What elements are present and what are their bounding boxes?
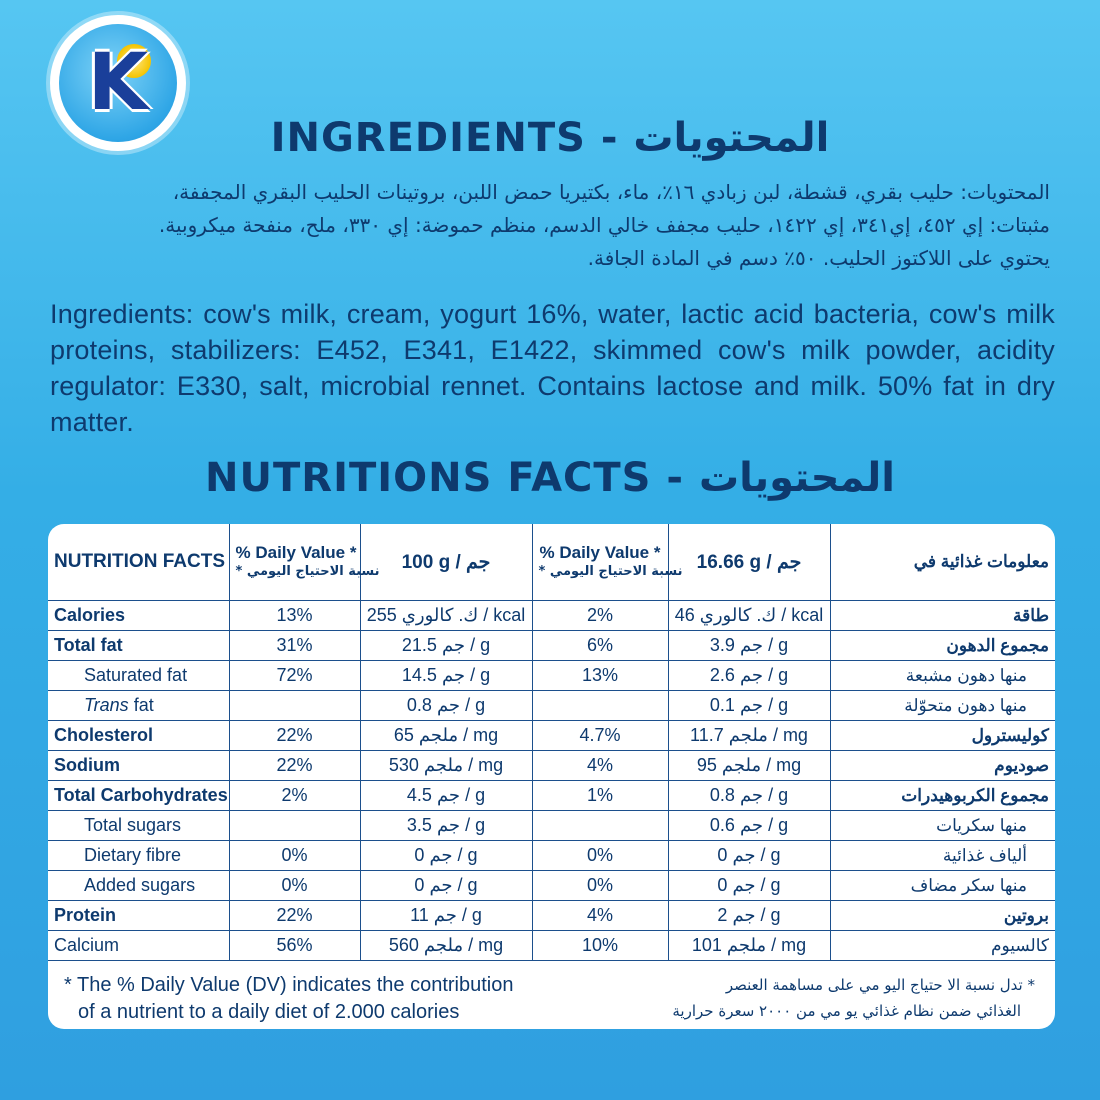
footnote-english — [64, 972, 513, 1026]
footnote-en-line: * The % Daily Value (DV) indicates the contribution — [64, 974, 514, 996]
nutrient-name-ar: كالسيوم — [830, 931, 1055, 961]
ingredients-arabic — [50, 176, 1050, 275]
daily-value-portion: 13% — [532, 661, 668, 691]
nutrient-name-en — [48, 691, 229, 721]
value-per-portion: 0.1 جم / g — [668, 691, 830, 721]
value-per-100g: 560 ملجم / mg — [360, 931, 532, 961]
value-per-100g: 0 جم / g — [360, 841, 532, 871]
daily-value-portion: 10% — [532, 931, 668, 961]
nutrient-name-en-rest: fat — [133, 695, 154, 715]
value-per-100g: 21.5 جم / g — [360, 631, 532, 661]
nutrient-name-ar: صوديوم — [830, 751, 1055, 781]
value-per-100g: 14.5 جم / g — [360, 661, 532, 691]
nutrient-name-en: Sodium — [48, 751, 229, 781]
nutrient-name-ar: كوليسترول — [830, 721, 1055, 751]
header-daily-value-100 — [229, 524, 380, 601]
nutrient-name-en: Calcium — [48, 931, 229, 961]
nutrition-rows — [48, 601, 1055, 961]
daily-value-100: 0% — [229, 841, 360, 871]
daily-value-portion: 0% — [532, 871, 668, 901]
footnote-en-line: of a nutrient to a daily diet of 2.000 calories — [78, 1001, 460, 1023]
header-per-100g: 100 g / جم — [360, 524, 532, 601]
daily-value-portion: 4% — [532, 901, 668, 931]
value-per-100g: 4.5 جم / g — [360, 781, 532, 811]
nutrient-name-en: Total Carbohydrates — [48, 781, 229, 811]
header-info-ar: معلومات غذائية في — [830, 524, 1055, 601]
daily-value-portion — [532, 691, 668, 721]
nutrient-name-en: Total fat — [48, 631, 229, 661]
value-per-100g: 0.8 جم / g — [360, 691, 532, 721]
daily-value-100: 22% — [229, 751, 360, 781]
table-row — [48, 721, 1055, 751]
nutrient-name-en: Total sugars — [48, 811, 229, 841]
value-per-portion: 95 ملجم / mg — [668, 751, 830, 781]
value-per-portion: 46 ك. كالوري / kcal — [668, 601, 830, 631]
daily-value-100 — [229, 811, 360, 841]
daily-value-portion: 6% — [532, 631, 668, 661]
nutrient-name-en-italic: Trans — [84, 695, 129, 715]
table-row — [48, 901, 1055, 931]
daily-value-100: 22% — [229, 721, 360, 751]
nutrient-name-en: Protein — [48, 901, 229, 931]
nutrient-name-en: Calories — [48, 601, 229, 631]
value-per-portion: 11.7 ملجم / mg — [668, 721, 830, 751]
table-row — [48, 811, 1055, 841]
table-row — [48, 661, 1055, 691]
value-per-100g: 11 جم / g — [360, 901, 532, 931]
value-per-portion: 2.6 جم / g — [668, 661, 830, 691]
nutrition-title: NUTRITIONS FACTS - المحتويات — [205, 455, 895, 501]
footnote-ar-line: الغذائي ضمن نظام غذائي يو مي من ٢٠٠٠ سعرة حرارية — [672, 1002, 1021, 1020]
daily-value-portion — [532, 811, 668, 841]
nutrient-name-ar: بروتين — [830, 901, 1055, 931]
table-header-row — [48, 524, 1055, 601]
header-per-portion: 16.66 g / جم — [668, 524, 830, 601]
daily-value-100: 72% — [229, 661, 360, 691]
daily-value-portion: 4.7% — [532, 721, 668, 751]
footnote-arabic — [672, 972, 1035, 1024]
value-per-portion: 0 جم / g — [668, 841, 830, 871]
value-per-100g: 530 ملجم / mg — [360, 751, 532, 781]
ingredients-english: Ingredients: cow's milk, cream, yogurt 16%, water, lactic acid bacteria, cow's milk proteins, stabilizers: E452, E341, E1422, skimmed cow's milk powder, acidity regulator: E330, salt, microbial rennet. Contains lactose and milk. 50% fat in dry matter. — [50, 299, 1055, 437]
daily-value-portion: 1% — [532, 781, 668, 811]
nutrient-name-ar: منها سكريات — [830, 811, 1055, 841]
ingredients-arabic-line: المحتويات: حليب بقري، قشطة، لبن زبادي ١٦٪، ماء، بكتيريا حمض اللبن، بروتينات الحليب البقري المجففة، — [172, 180, 1050, 204]
daily-value-portion: 0% — [532, 841, 668, 871]
header-daily-value-portion — [532, 524, 683, 601]
nutrient-name-en: Added sugars — [48, 871, 229, 901]
header-dv-en: % Daily Value * — [235, 543, 357, 562]
table-row — [48, 841, 1055, 871]
daily-value-100: 0% — [229, 871, 360, 901]
value-per-portion: 0.6 جم / g — [668, 811, 830, 841]
header-dv-ar: * نسبة الاحتياج اليومي — [538, 564, 683, 579]
nutrient-name-ar: منها سكر مضاف — [830, 871, 1055, 901]
nutrient-name-en: Cholesterol — [48, 721, 229, 751]
nutrition-panel — [48, 524, 1055, 1029]
nutrient-name-en: Dietary fibre — [48, 841, 229, 871]
table-row — [48, 781, 1055, 811]
value-per-100g: 0 جم / g — [360, 871, 532, 901]
value-per-portion: 0 جم / g — [668, 871, 830, 901]
nutrient-name-ar: ألياف غذائية — [830, 841, 1055, 871]
daily-value-100: 56% — [229, 931, 360, 961]
nutrient-name-ar: منها دهون مشبعة — [830, 661, 1055, 691]
nutrient-name-ar: منها دهون متحوّلة — [830, 691, 1055, 721]
nutrient-name-ar: مجموع الكربوهيدرات — [830, 781, 1055, 811]
header-dv-ar: * نسبة الاحتياج اليومي — [235, 564, 380, 579]
nutrient-name-ar: طاقة — [830, 601, 1055, 631]
table-row — [48, 631, 1055, 661]
logo-letter: K — [87, 38, 149, 128]
table-row — [48, 691, 1055, 721]
nutrient-name-ar: مجموع الدهون — [830, 631, 1055, 661]
value-per-portion: 3.9 جم / g — [668, 631, 830, 661]
table-row — [48, 601, 1055, 631]
daily-value-portion: 4% — [532, 751, 668, 781]
daily-value-portion: 2% — [532, 601, 668, 631]
header-dv-en: % Daily Value * — [539, 543, 661, 562]
value-per-100g: 65 ملجم / mg — [360, 721, 532, 751]
footnote-ar-line: * تدل نسبة الا حتياج اليو مي على مساهمة العنصر — [725, 976, 1035, 994]
ingredients-arabic-line: يحتوي على اللاكتوز الحليب. ٥٠٪ دسم في المادة الجافة. — [587, 246, 1050, 270]
value-per-100g: 3.5 جم / g — [360, 811, 532, 841]
daily-value-100: 13% — [229, 601, 360, 631]
ingredients-title: INGREDIENTS - المحتويات — [270, 115, 830, 161]
value-per-portion: 2 جم / g — [668, 901, 830, 931]
value-per-100g: 255 ك. كالوري / kcal — [360, 601, 532, 631]
value-per-portion: 0.8 جم / g — [668, 781, 830, 811]
daily-value-100: 31% — [229, 631, 360, 661]
nutrition-table — [48, 524, 1055, 961]
table-row — [48, 931, 1055, 961]
daily-value-100: 2% — [229, 781, 360, 811]
header-nutrition-facts: NUTRITION FACTS — [48, 524, 229, 601]
nutrient-name-en: Saturated fat — [48, 661, 229, 691]
daily-value-100: 22% — [229, 901, 360, 931]
daily-value-100 — [229, 691, 360, 721]
table-row — [48, 751, 1055, 781]
table-row — [48, 871, 1055, 901]
value-per-portion: 101 ملجم / mg — [668, 931, 830, 961]
ingredients-arabic-line: مثبتات: إي ٤٥٢، إي٣٤١، إي ١٤٢٢، حليب مجفف خالي الدسم، منظم حموضة: إي ٣٣٠، ملح، منفحة ميكروبية. — [158, 213, 1050, 237]
